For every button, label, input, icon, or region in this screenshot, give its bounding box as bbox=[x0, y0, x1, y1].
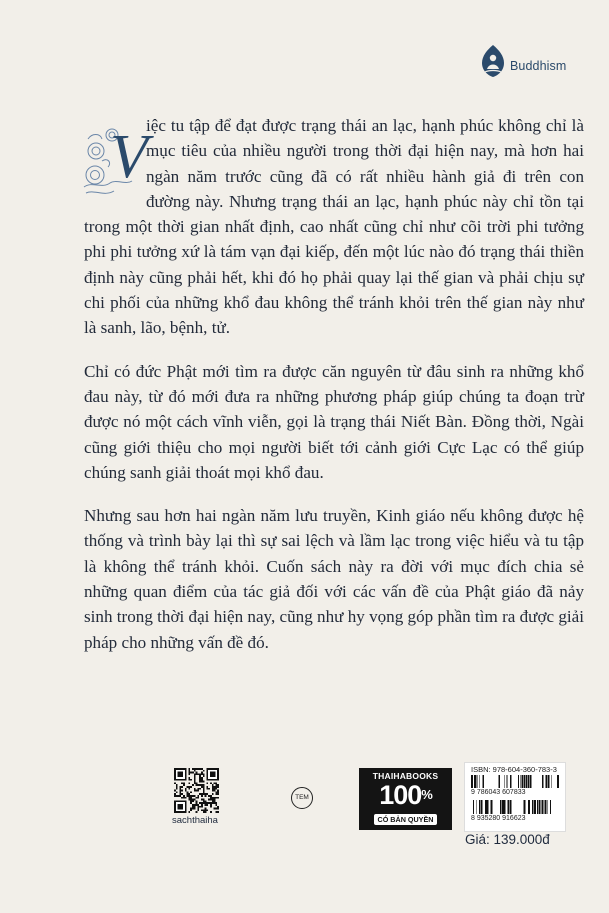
qr-code-block bbox=[174, 768, 222, 826]
bodhi-leaf-buddha-icon bbox=[481, 44, 505, 78]
isbn-label: ISBN: 978-604-360-783-3 bbox=[471, 765, 557, 774]
paragraph-1 bbox=[84, 113, 584, 341]
isbn-barcode bbox=[471, 775, 558, 788]
qr-label: sachthaiha bbox=[172, 815, 218, 826]
publisher-logo bbox=[481, 44, 566, 78]
stamp-tem: TEM bbox=[291, 787, 313, 809]
barcode-panel bbox=[464, 762, 566, 832]
copyright-badge bbox=[359, 768, 452, 830]
dropcap-letter bbox=[82, 117, 148, 203]
ean-barcode bbox=[471, 800, 558, 814]
synopsis-text bbox=[84, 113, 584, 655]
isbn-barcode-number: 9 786043 607833 bbox=[471, 789, 526, 796]
paragraph-1-text: iệc tu tập để đạt được trạng thái an lạc, hạnh phúc không chỉ là mục tiêu của nhiều người trong thời đại hiện nay, mà hơn hai ngàn năm trước cũng đã có rất nhiều hành giả đi trên con đường này. Nhưng trạng thái an lạc, hạnh phúc này chỉ tồn tại trong một thời gian nhất định, cao nhất cũng chỉ như cõi trời phi tưởng phi phi tưởng xứ là tám vạn đại kiếp, đến một lúc nào đó trạng thái thiền định này cũng phải hết, khi đó họ phải quay lại thế gian và phải chịu sự chi phối của những khổ đau không thể tránh khỏi trên thế gian này như là sanh, lão, bệnh, tử. bbox=[84, 116, 584, 338]
ean-barcode-number: 8 935280 916623 bbox=[471, 815, 526, 822]
paragraph-2: Chỉ có đức Phật mới tìm ra được căn nguyên từ đâu sinh ra những khổ đau này, từ đó mới đưa ra những phương pháp giúp chúng ta đoạn trừ được nó một cách vĩnh viễn, gọi là trạng thái Niết Bàn. Đồng thời, Ngài cũng giới thiệu cho mọi người biết tới cảnh giới Cực Lạc có thể giúp chúng sanh giải thoát mọi khổ đau. bbox=[84, 361, 584, 482]
paragraph-3: Nhưng sau hơn hai ngàn năm lưu truyền, Kinh giáo nếu không được hệ thống và trình bày lại thì sự sai lệch và lầm lạc trong việc hiểu và tu tập là không thể tránh khỏi. Cuốn sách này ra đời với mục đích chia sẻ những quan điểm của tác giả đối với các vấn đề của Phật giáo đã nảy sinh trong thời đại hiện nay, cũng như hy vọng góp phần tìm ra được giải pháp cho những vấn đề đó. bbox=[84, 506, 584, 652]
badge-label: CÓ BẢN QUYỀN bbox=[374, 814, 438, 825]
badge-publisher: THAIHABOOKS bbox=[372, 771, 439, 781]
brand-name: Buddhism bbox=[510, 59, 567, 73]
lotus-dropcap-icon bbox=[82, 117, 148, 203]
price-label: Giá: 139.000đ bbox=[465, 832, 550, 847]
badge-percent: 100% bbox=[379, 780, 432, 810]
qr-code-icon bbox=[174, 768, 219, 813]
dropcap-glyph: V bbox=[110, 123, 148, 191]
